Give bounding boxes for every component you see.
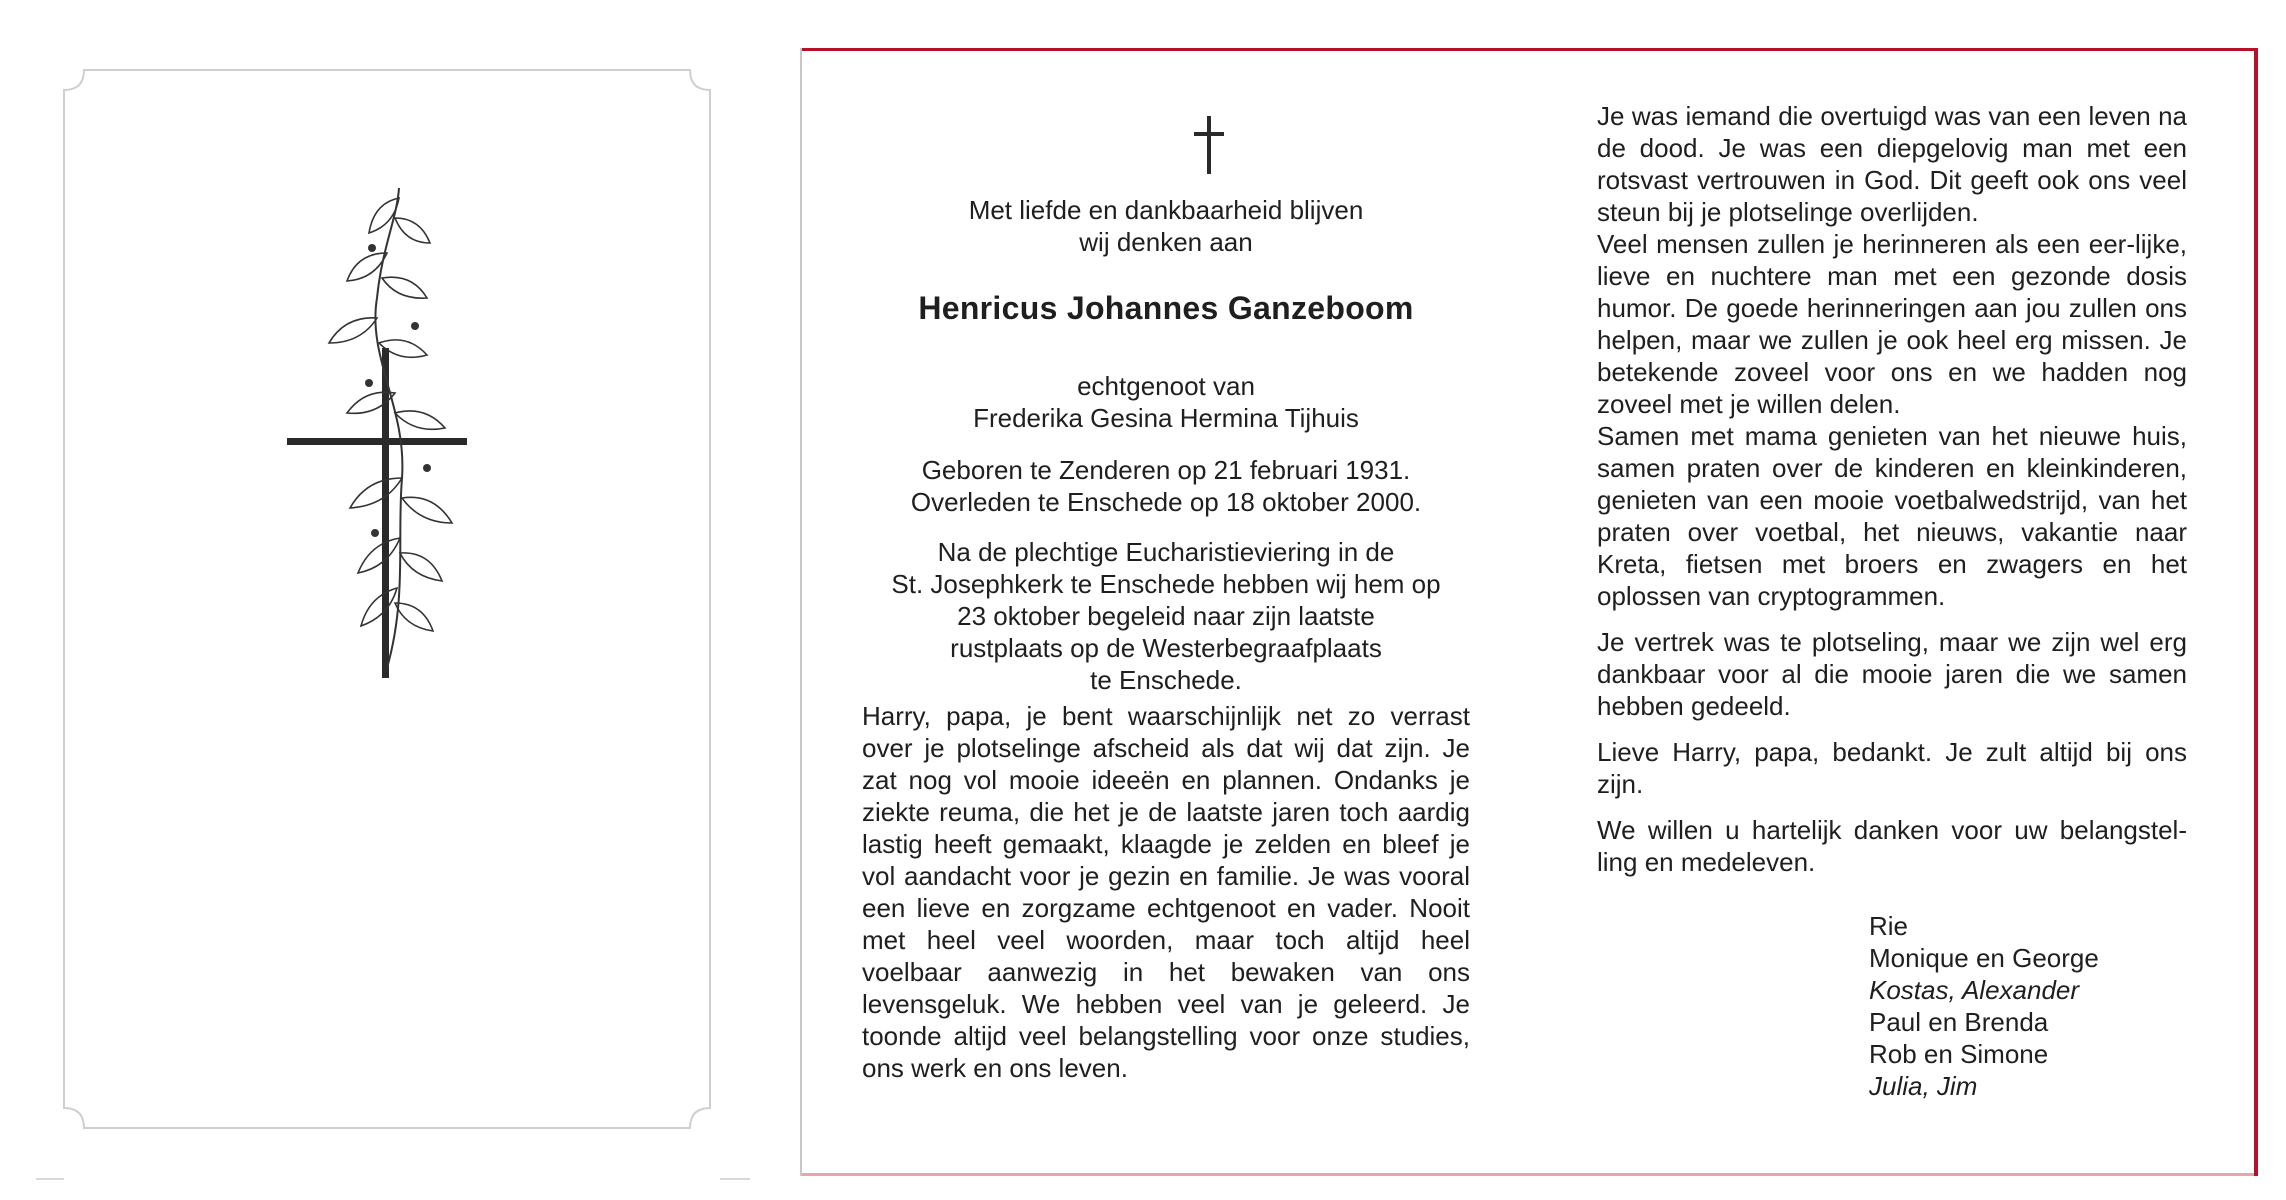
spacer (1597, 612, 2187, 626)
spacer (1597, 722, 2187, 736)
funeral-block (862, 536, 1470, 696)
paragraph-thanks-harry: Lieve Harry, papa, bedankt. Je zult altijd bij ons zijn. (1597, 737, 2187, 799)
funeral-line: St. Josephkerk te Enschede hebben wij hem op (891, 569, 1441, 599)
signature-name: Rob en Simone (1869, 1039, 2049, 1069)
spouse-label: echtgenoot van (1077, 371, 1255, 401)
front-card (62, 68, 712, 1130)
signature-name-grandchildren: Julia, Jim (1869, 1071, 1978, 1101)
signature-name: Paul en Brenda (1869, 1007, 2049, 1037)
funeral-line: Na de plechtige Eucharistieviering in de (937, 537, 1395, 567)
signature-name: Rie (1869, 911, 1909, 941)
paragraph-memories: Veel mensen zullen je herinneren als een eer-lijke, lieve en nuchtere man met een gezonde dosis humor. De goede herinneringen aan jou zullen ons helpen, maar we zullen je ook heel erg missen. Je betekende zoveel voor ons en we hadden nog zoveel met je willen delen. (1597, 229, 2187, 419)
inner-card (800, 48, 2258, 1176)
spacer (1597, 800, 2187, 814)
paragraph-together: Samen met mama genieten van het nieuwe huis, samen praten over de kinderen en kleinkinderen, genieten van een mooie voetbalwedstrijd, van het praten over voetbal, het nieuws, vakantie naar Kreta, fietsen met broers en zwagers en het oplossen van cryptogrammen. (1597, 421, 2187, 611)
spouse-block (862, 370, 1470, 434)
signature-name-grandchildren: Kostas, Alexander (1869, 975, 2080, 1005)
signature-name: Monique en George (1869, 943, 2099, 973)
paragraph-gratitude: We willen u hartelijk danken voor uw belangstel-ling en medeleven. (1597, 815, 2187, 877)
dates-block (862, 454, 1470, 518)
intro-text (862, 194, 1470, 258)
intro-line-1: Met liefde en dankbaarheid blijven (968, 195, 1364, 225)
funeral-line: rustplaats op de Westerbegraafplaats (950, 633, 1382, 663)
latin-cross-icon (1192, 116, 1226, 174)
funeral-line: 23 oktober begeleid naar zijn laatste (957, 601, 1375, 631)
paragraph-faith: Je was iemand die overtuigd was van een leven na de dood. Je was een diepgelovig man met een rotsvast vertrouwen in God. Dit geeft ook ons veel steun bij je plotselinge overlijden. (1597, 101, 2187, 227)
scan-edge-bottom-left (36, 1178, 64, 1180)
funeral-line: te Enschede. (1090, 665, 1242, 695)
scan-edge-bottom-mid (720, 1178, 750, 1180)
intro-line-2: wij denken aan (1079, 227, 1253, 257)
tribute-paragraph: Harry, papa, je bent waarschijnlijk net zo verrast over je plotselinge afscheid als dat wij dat zijn. Je zat nog vol mooie ideeën en plannen. Ondanks je ziekte reuma, die het je de laatste jaren toch aardig lastig heeft gemaakt, klaagde je zelden en bleef je vol aandacht voor je gezin en familie. Je was vooral een lieve en zorgzame echtgenoot en vader. Nooit met heel veel woorden, maar toch altijd heel voelbaar aanwezig in het bewaken van ons levensgeluk. We hebben veel van je geleerd. Je toonde altijd veel belangstelling voor onze studies, ons werk en ons leven. (862, 701, 1470, 1083)
birth-line: Geboren te Zenderen op 21 februari 1931. (921, 455, 1411, 485)
deceased-name: Henricus Johannes Ganzeboom (918, 290, 1414, 326)
signatures (1869, 910, 2189, 1102)
spouse-name: Frederika Gesina Hermina Tijhuis (973, 403, 1359, 433)
right-text (1597, 100, 2187, 878)
paragraph-departure: Je vertrek was te plotseling, maar we zijn wel erg dankbaar voor al die mooie jaren die we samen hebben gedeeld. (1597, 627, 2187, 721)
death-line: Overleden te Enschede op 18 oktober 2000. (910, 487, 1422, 517)
cross-with-olive-branch-icon (287, 178, 487, 678)
